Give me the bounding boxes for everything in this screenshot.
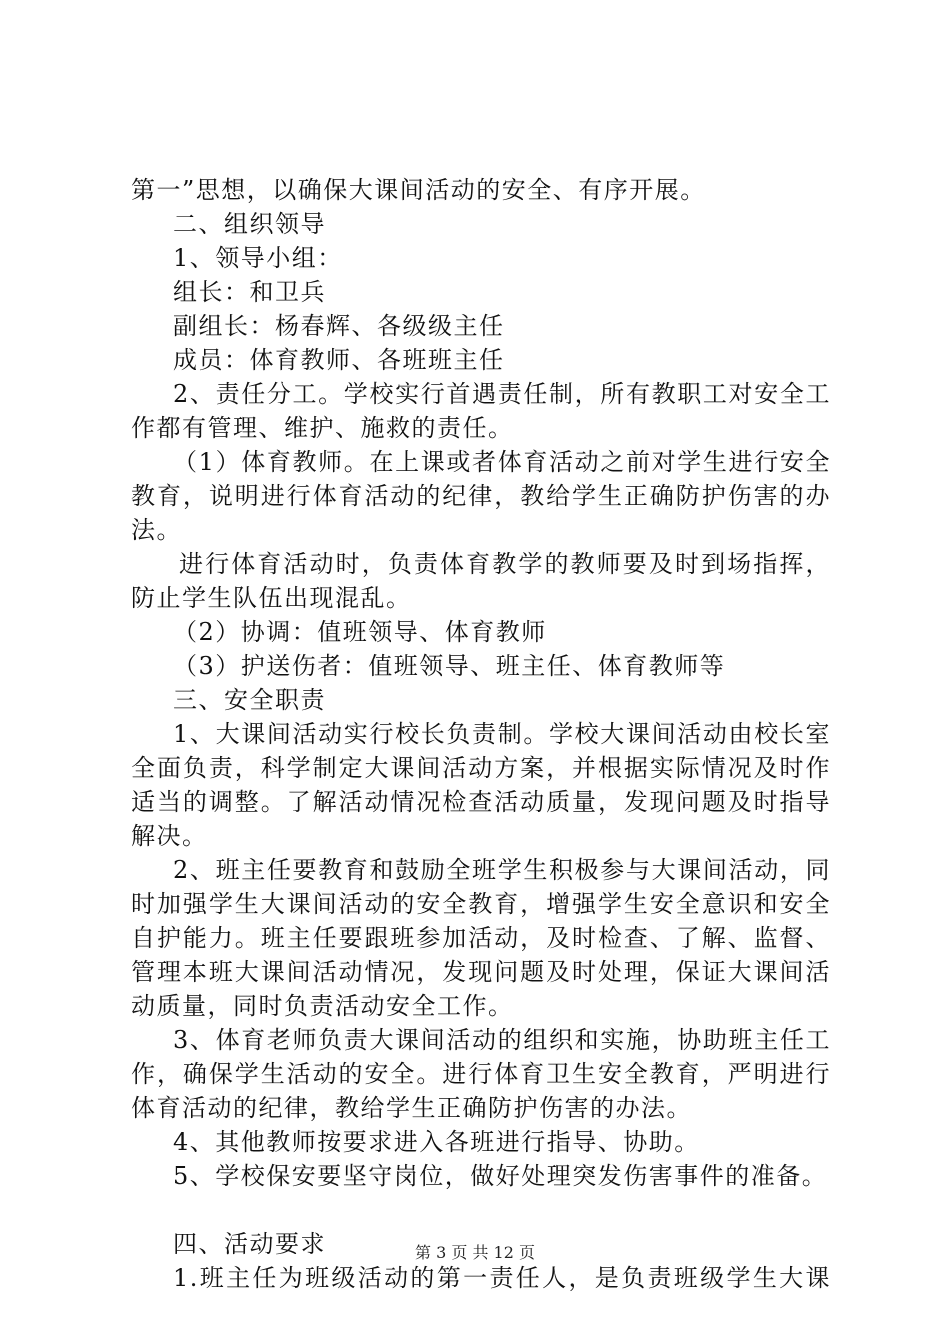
text-line: （3）护送伤者：值班领导、班主任、体育教师等 [173, 652, 726, 680]
text-line: 进行体育活动时，负责体育教学的教师要及时到场指挥， [179, 550, 831, 578]
text-line: 时加强学生大课间活动的安全教育，增强学生安全意识和安全 [131, 890, 831, 918]
text-line: 体育活动的纪律，教给学生正确防护伤害的办法。 [131, 1094, 692, 1122]
page-footer: 第 3 页 共 12 页 [415, 1243, 535, 1262]
text-line: 防止学生队伍出现混乱。 [131, 584, 412, 612]
text-line: （2）协调：值班领导、体育教师 [173, 618, 547, 646]
text-line: 1、大课间活动实行校长负责制。学校大课间活动由校长室 [173, 720, 831, 748]
text-line: （1）体育教师。在上课或者体育活动之前对学生进行安全 [173, 448, 831, 476]
text-line: 4、其他教师按要求进入各班进行指导、协助。 [173, 1128, 700, 1156]
text-line: 副组长：杨春辉、各级级主任 [173, 312, 505, 340]
text-line: 3、体育老师负责大课间活动的组织和实施，协助班主任工 [173, 1026, 831, 1054]
text-line: 成员：体育教师、各班班主任 [173, 346, 505, 374]
text-line: 全面负责，科学制定大课间活动方案，并根据实际情况及时作 [131, 754, 831, 782]
document-body [131, 173, 831, 1295]
text-line: 管理本班大课间活动情况，发现问题及时处理，保证大课间活 [131, 958, 831, 986]
text-line: 动质量，同时负责活动安全工作。 [131, 992, 514, 1020]
text-line: 1、领导小组： [173, 244, 343, 272]
text-line: 1.班主任为班级活动的第一责任人，是负责班级学生大课 [173, 1264, 831, 1292]
text-line: 解决。 [131, 822, 208, 850]
section-heading: 三、安全职责 [173, 686, 326, 714]
text-line: 法。 [131, 516, 182, 544]
text-line: 2、班主任要教育和鼓励全班学生积极参与大课间活动，同 [173, 856, 831, 884]
text-line: 第一”思想，以确保大课间活动的安全、有序开展。 [131, 176, 706, 204]
blank-line [131, 1193, 831, 1227]
text-line: 5、学校保安要坚守岗位，做好处理突发伤害事件的准备。 [173, 1162, 828, 1190]
text-line: 适当的调整。了解活动情况检查活动质量，发现问题及时指导 [131, 788, 831, 816]
text-line: 作，确保学生活动的安全。进行体育卫生安全教育，严明进行 [131, 1060, 831, 1088]
text-line: 组长：和卫兵 [173, 278, 326, 306]
section-heading: 二、组织领导 [173, 210, 326, 238]
section-heading: 四、活动要求 [173, 1230, 326, 1258]
text-line: 教育，说明进行体育活动的纪律，教给学生正确防护伤害的办 [131, 482, 831, 510]
text-line: 作都有管理、维护、施救的责任。 [131, 414, 514, 442]
text-line: 2、责任分工。学校实行首遇责任制，所有教职工对安全工 [173, 380, 831, 408]
text-line: 自护能力。班主任要跟班参加活动，及时检查、了解、监督、 [131, 924, 831, 952]
